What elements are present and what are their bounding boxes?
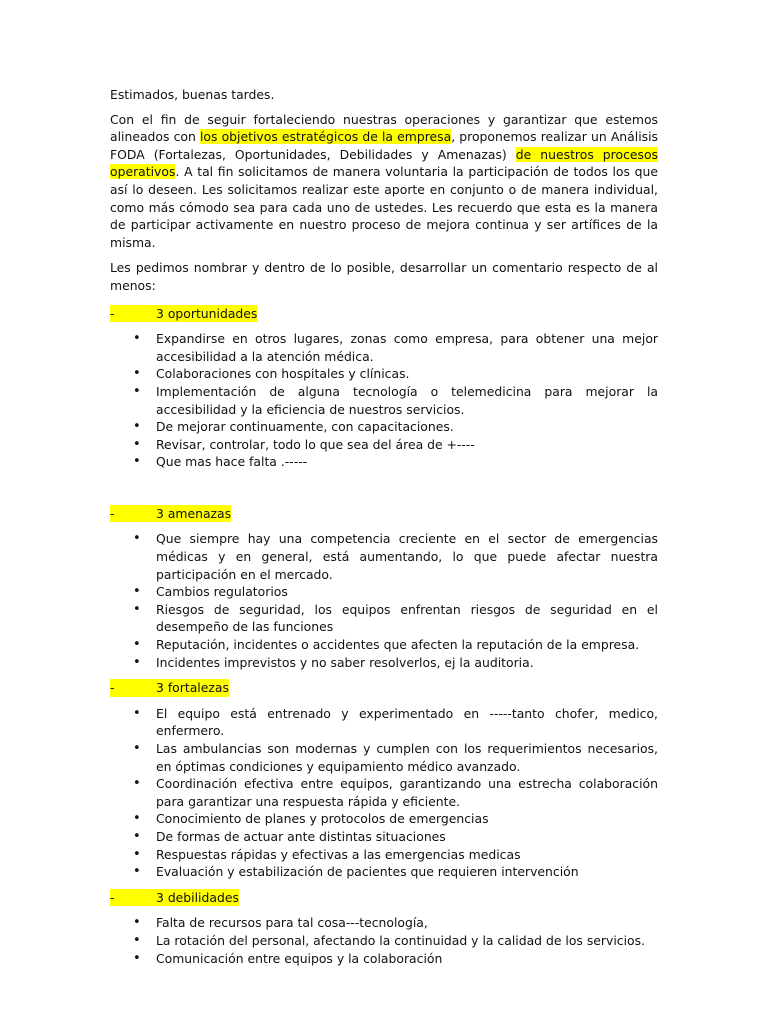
list-item: • De mejorar continuamente, con capacitaciones. bbox=[110, 418, 658, 436]
section-oportunidades bbox=[110, 305, 658, 471]
section-debilidades bbox=[110, 889, 658, 967]
bullet-list bbox=[110, 330, 658, 471]
list-item: • Colaboraciones con hospitales y clínicas. bbox=[110, 365, 658, 383]
section-heading bbox=[110, 505, 231, 523]
list-item: • Que siempre hay una competencia creciente en el sector de emergencias médicas y en general, está aumentando, lo que puede afectar nuestra participación en el mercado. bbox=[110, 530, 658, 583]
intro-paragraph bbox=[110, 111, 658, 252]
document-page bbox=[110, 86, 658, 967]
list-item: • El equipo está entrenado y experimentado en -----tanto chofer, medico, enfermero. bbox=[110, 705, 658, 740]
section-title: 3 oportunidades bbox=[156, 305, 258, 321]
section-dash: - bbox=[110, 505, 115, 521]
list-item: • Riesgos de seguridad, los equipos enfrentan riesgos de seguridad en el desempeño de las funciones bbox=[110, 601, 658, 636]
list-item: • Que mas hace falta .----- bbox=[110, 453, 658, 471]
section-heading bbox=[110, 305, 257, 323]
section-dash: - bbox=[110, 305, 115, 321]
greeting: Estimados, buenas tardes. bbox=[110, 87, 275, 102]
intro-text-1: Con el fin de seguir fortaleciendo nuestras operaciones y garantizar que estemos alineados con bbox=[110, 111, 658, 145]
section-fortalezas bbox=[110, 679, 658, 881]
intro-text-3: . A tal fin solicitamos de manera voluntaria la participación de todos los que así lo deseen. Les solicitamos realizar este aporte en conjunto o de manera individual, como más cómodo sea para cada uno de ustedes. Les recuerdo que esta es la manera de participar activamente en nuestro proceso de mejora continua y ser artífices de la misma. bbox=[110, 164, 658, 250]
list-item: • Las ambulancias son modernas y cumplen con los requerimientos necesarios, en óptimas condiciones y equipamiento médico avanzado. bbox=[110, 740, 658, 775]
list-item: • Evaluación y estabilización de pacientes que requieren intervención bbox=[110, 863, 658, 881]
prompt-paragraph: Les pedimos nombrar y dentro de lo posible, desarrollar un comentario respecto de al menos: bbox=[110, 260, 658, 293]
list-item: • Falta de recursos para tal cosa---tecnología, bbox=[110, 914, 658, 932]
list-item: • Implementación de alguna tecnología o telemedicina para mejorar la accesibilidad y la eficiencia de nuestros servicios. bbox=[110, 383, 658, 418]
list-item: • Cambios regulatorios bbox=[110, 583, 658, 601]
section-title: 3 debilidades bbox=[156, 889, 239, 905]
list-item: • Conocimiento de planes y protocolos de emergencias bbox=[110, 810, 658, 828]
section-title: 3 amenazas bbox=[156, 505, 232, 521]
list-item: • Reputación, incidentes o accidentes que afecten la reputación de la empresa. bbox=[110, 636, 658, 654]
list-item: • Revisar, controlar, todo lo que sea del área de +---- bbox=[110, 436, 658, 454]
intro-text-2: , proponemos realizar un Análisis FODA (Fortalezas, Oportunidades, Debilidades y Amenazas) bbox=[110, 129, 658, 162]
section-dash: - bbox=[110, 680, 115, 696]
intro-highlight-objectives: los objetivos estratégicos de la empresa bbox=[199, 129, 452, 145]
section-amenazas bbox=[110, 505, 658, 671]
bullet-list bbox=[110, 914, 658, 967]
section-heading bbox=[110, 679, 229, 697]
list-item: • Incidentes imprevistos y no saber resolverlos, ej la auditoria. bbox=[110, 654, 658, 672]
list-item: • La rotación del personal, afectando la continuidad y la calidad de los servicios. bbox=[110, 932, 658, 950]
list-item: • Coordinación efectiva entre equipos, garantizando una estrecha colaboración para garantizar una respuesta rápida y eficiente. bbox=[110, 775, 658, 810]
bullet-list bbox=[110, 705, 658, 881]
section-dash: - bbox=[110, 889, 115, 905]
section-heading bbox=[110, 889, 239, 907]
section-title: 3 fortalezas bbox=[156, 680, 229, 696]
bullet-list bbox=[110, 530, 658, 671]
intro-highlight-processes: de nuestros procesos operativos bbox=[110, 146, 658, 180]
list-item: • Respuestas rápidas y efectivas a las emergencias medicas bbox=[110, 846, 658, 864]
list-item: • Expandirse en otros lugares, zonas como empresa, para obtener una mejor accesibilidad a la atención médica. bbox=[110, 330, 658, 365]
list-item: • De formas de actuar ante distintas situaciones bbox=[110, 828, 658, 846]
list-item: • Comunicación entre equipos y la colaboración bbox=[110, 950, 658, 968]
